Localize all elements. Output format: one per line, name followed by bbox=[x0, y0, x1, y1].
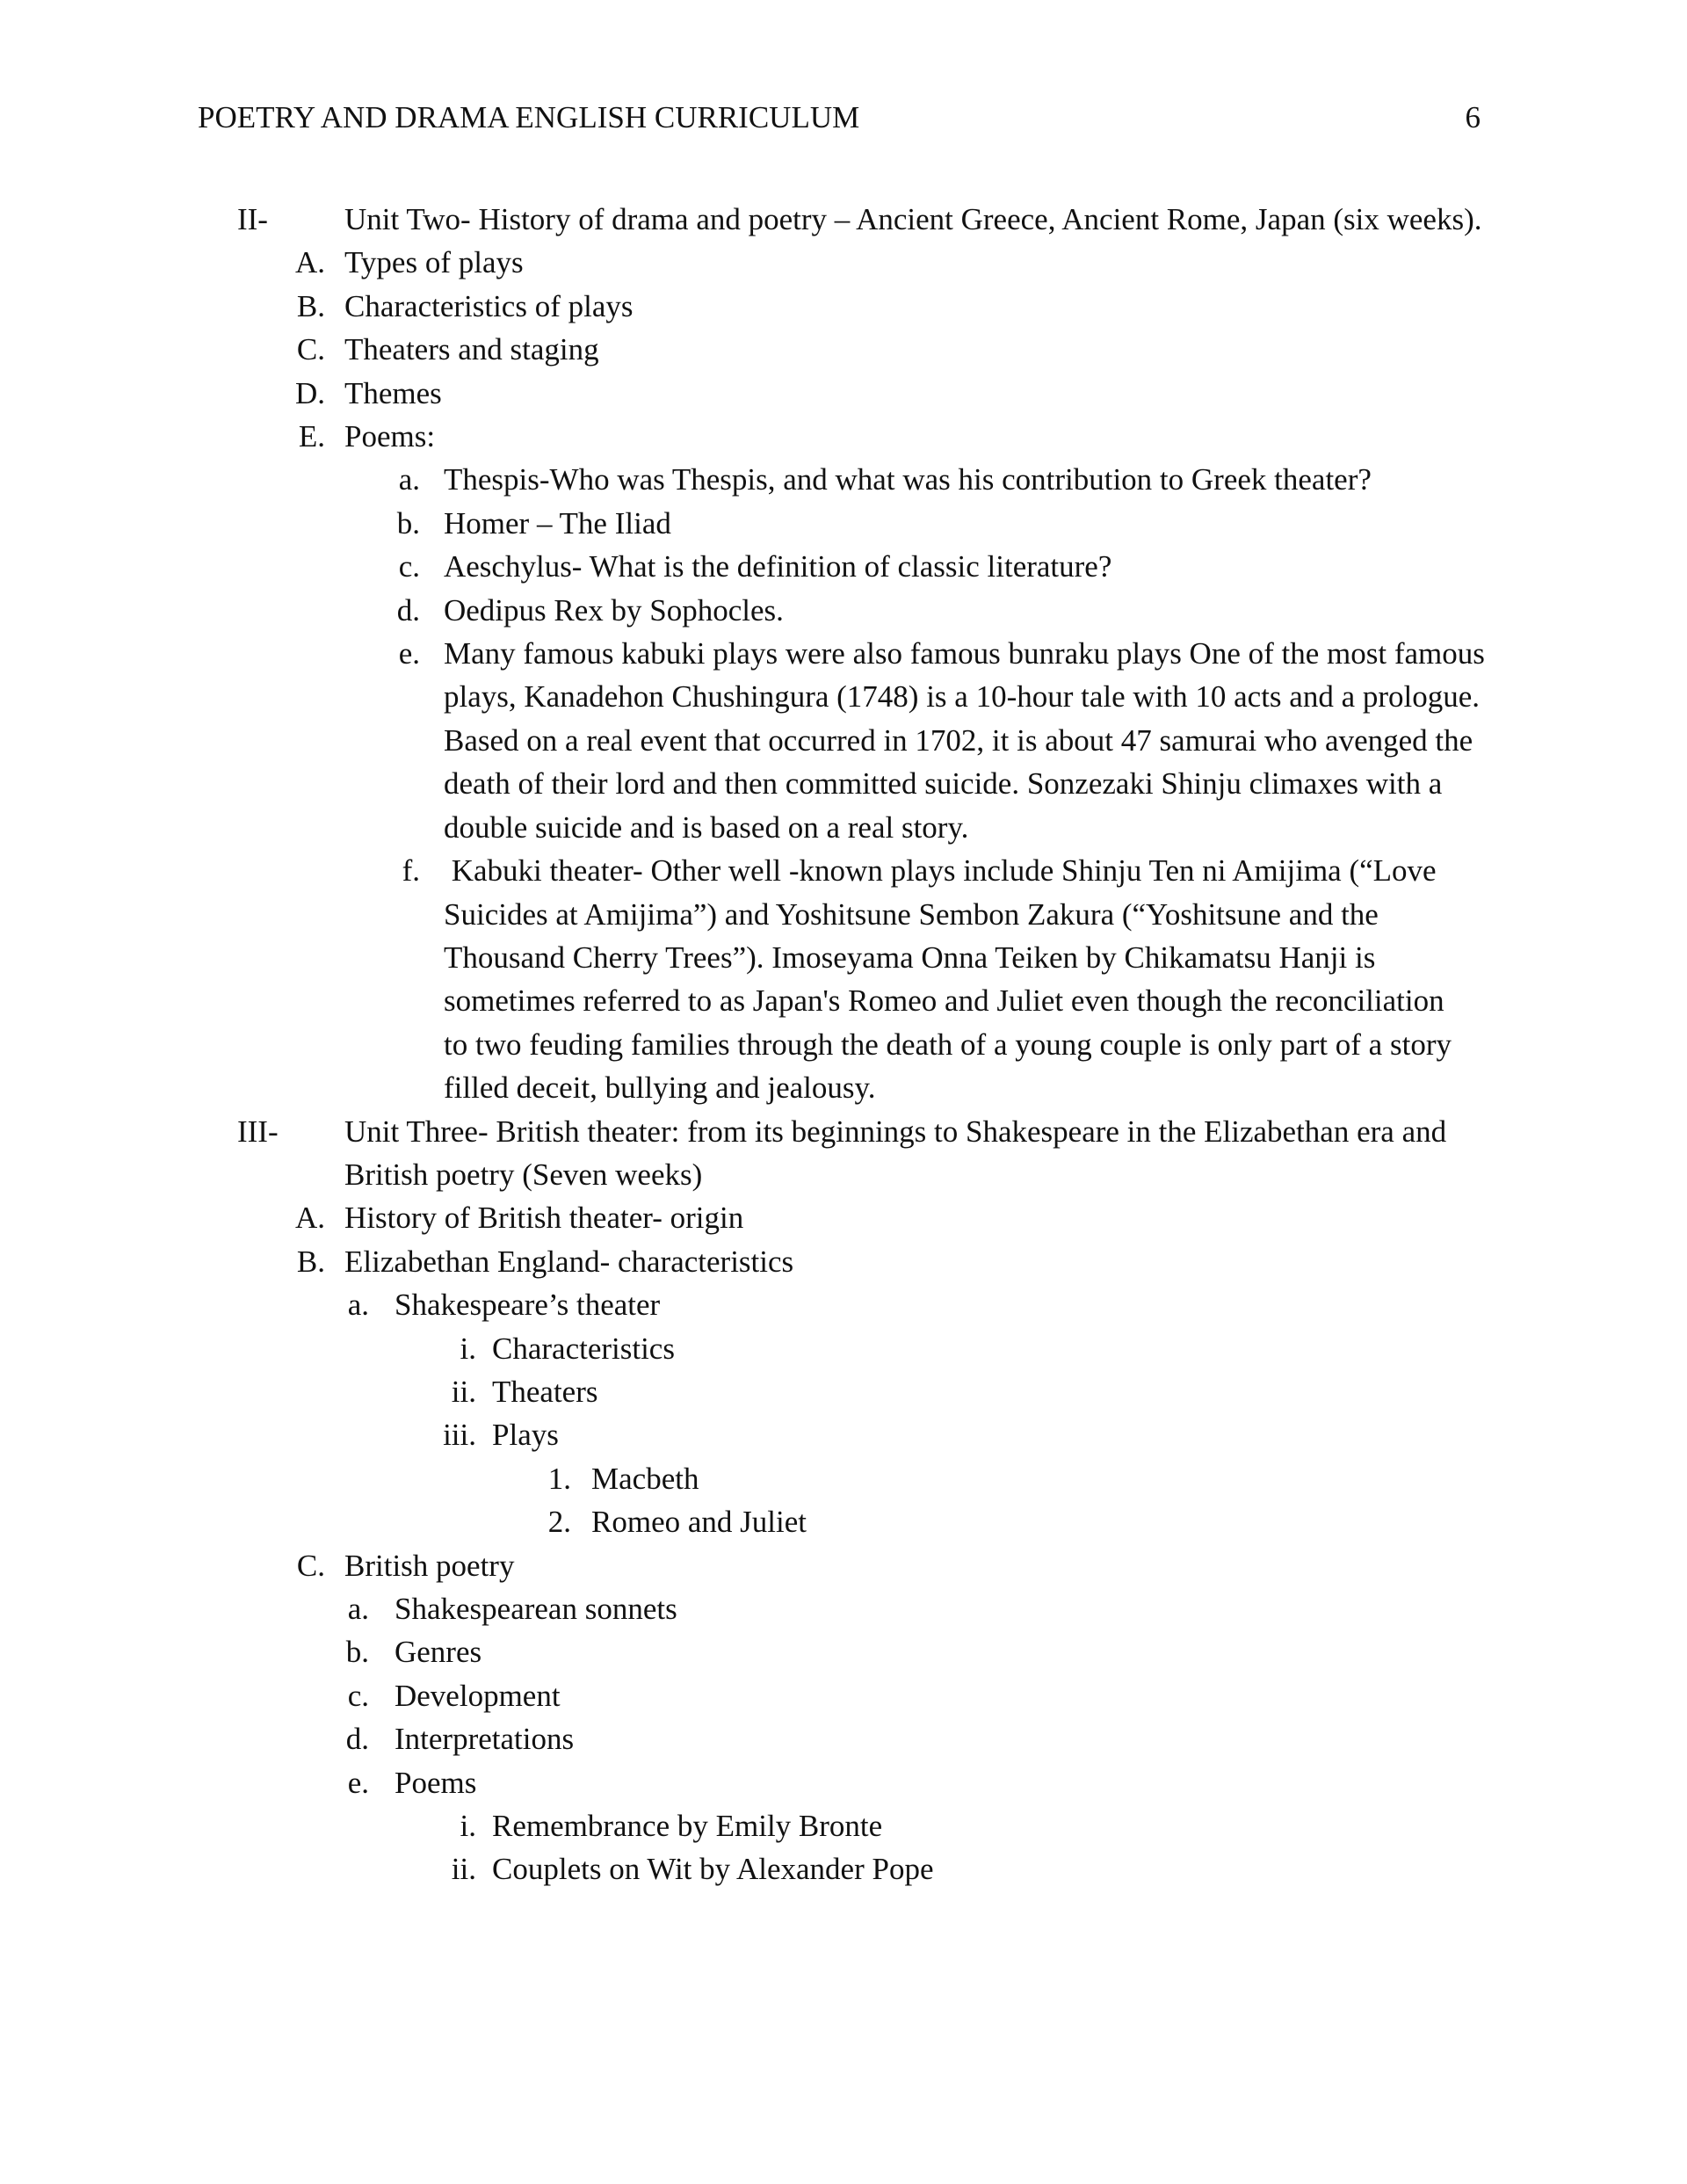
list-item-text: Characteristics bbox=[492, 1331, 675, 1366]
unit-two-heading bbox=[0, 198, 1687, 241]
unit-three-title: Unit Three- British theater: from its beginnings to Shakespeare in the Elizabethan era and British poetry (Seven weeks) bbox=[344, 1114, 1447, 1192]
list-item-text: Plays bbox=[492, 1418, 559, 1453]
list-item-text: Shakespeare’s theater bbox=[395, 1288, 661, 1323]
list-item-text: Genres bbox=[395, 1635, 482, 1670]
list-item bbox=[0, 328, 1687, 371]
list-item-text: Couplets on Wit by Alexander Pope bbox=[492, 1852, 934, 1887]
list-item-text: Types of plays bbox=[344, 245, 524, 280]
list-marker: 2. bbox=[547, 1505, 571, 1540]
poem-item bbox=[0, 849, 1687, 1109]
list-marker: b. bbox=[396, 505, 420, 541]
list-item bbox=[0, 1240, 1687, 1283]
list-item-text: Elizabethan England- characteristics bbox=[344, 1244, 794, 1279]
list-item bbox=[0, 285, 1687, 328]
list-marker: d. bbox=[396, 592, 420, 628]
sub-list-item bbox=[0, 1283, 1687, 1326]
list-marker: a. bbox=[347, 1288, 369, 1323]
poem-item bbox=[0, 589, 1687, 632]
roman-item bbox=[0, 1327, 1687, 1370]
list-marker: e. bbox=[347, 1765, 369, 1800]
list-marker: a. bbox=[398, 462, 420, 497]
list-item-text: Macbeth bbox=[591, 1461, 699, 1496]
list-marker: B. bbox=[296, 1244, 325, 1279]
roman-item bbox=[0, 1847, 1687, 1890]
list-marker: c. bbox=[398, 549, 420, 584]
poem-item bbox=[0, 632, 1687, 849]
running-header-title: POETRY AND DRAMA ENGLISH CURRICULUM bbox=[198, 100, 860, 134]
list-item-text: Themes bbox=[344, 375, 442, 410]
list-item-text: Shakespearean sonnets bbox=[395, 1592, 677, 1626]
list-item-text: Development bbox=[395, 1678, 561, 1713]
list-marker: 1. bbox=[547, 1461, 571, 1496]
outline bbox=[0, 198, 1687, 1891]
list-marker: f. bbox=[402, 853, 420, 889]
poem-item-text: Aeschylus- What is the definition of classic literature? bbox=[444, 549, 1112, 584]
numbered-item bbox=[0, 1457, 1687, 1500]
list-marker: d. bbox=[345, 1722, 369, 1757]
list-marker: c. bbox=[347, 1678, 369, 1713]
list-item-text: Theaters bbox=[492, 1374, 598, 1409]
roman-item bbox=[0, 1370, 1687, 1413]
list-item-text: Theaters and staging bbox=[344, 332, 599, 367]
unit-three-heading bbox=[0, 1110, 1687, 1197]
sub-list-item bbox=[0, 1587, 1687, 1630]
poem-item bbox=[0, 502, 1687, 545]
list-marker: e. bbox=[398, 636, 420, 671]
sub-list-item bbox=[0, 1630, 1687, 1673]
poem-item-text: Many famous kabuki plays were also famous bunraku plays One of the most famous plays, Kanadehon Chushingura (1748) is a 10-hour tale with 10 acts and a prologue. Based on a real event that occurred in 1702, it is about 47 samurai who avenged the death of their lord and then committed suicide. Sonzezaki Shinju climaxes with a double suicide and is based on a real story. bbox=[444, 636, 1485, 845]
list-marker: C. bbox=[296, 1548, 325, 1583]
list-item-text: Poems bbox=[395, 1765, 477, 1800]
list-marker: iii. bbox=[443, 1418, 476, 1453]
list-item-text: Interpretations bbox=[395, 1722, 575, 1757]
poem-item-text: Oedipus Rex by Sophocles. bbox=[444, 592, 784, 628]
list-marker: B. bbox=[296, 288, 325, 323]
list-marker: D. bbox=[294, 375, 325, 410]
list-item-text: Remembrance by Emily Bronte bbox=[492, 1809, 883, 1844]
list-marker: C. bbox=[296, 332, 325, 367]
list-item-text: Poems: bbox=[344, 419, 436, 454]
list-marker: a. bbox=[347, 1592, 369, 1626]
list-marker: i. bbox=[460, 1809, 476, 1844]
numbered-item bbox=[0, 1500, 1687, 1543]
list-marker: ii. bbox=[451, 1852, 476, 1887]
list-item-text: History of British theater- origin bbox=[344, 1201, 744, 1236]
sub-list-item bbox=[0, 1674, 1687, 1717]
list-marker: E. bbox=[298, 419, 325, 454]
list-item bbox=[0, 1196, 1687, 1239]
poem-item bbox=[0, 458, 1687, 501]
unit-three-marker: III- bbox=[237, 1114, 279, 1149]
list-marker: i. bbox=[460, 1331, 476, 1366]
poem-item-text: Kabuki theater- Other well -known plays include Shinju Ten ni Amijima (“Love Suicides at Amijima”) and Yoshitsune Sembon Zakura (“Yoshitsune and the Thousand Cherry Trees”). Imoseyama Onna Teiken by Chikamatsu Hanji is sometimes referred to as Japan's Romeo and Juliet even though the reconciliation to two feuding families through the death of a young couple is only part of a story filled deceit, bullying and jealousy. bbox=[444, 853, 1459, 1106]
list-marker: ii. bbox=[451, 1374, 476, 1409]
sub-list-item bbox=[0, 1717, 1687, 1760]
poem-item-text: Thespis-Who was Thespis, and what was his contribution to Greek theater? bbox=[444, 462, 1372, 497]
poem-item-text: Homer – The Iliad bbox=[444, 505, 671, 541]
unit-two-marker: II- bbox=[237, 202, 268, 236]
roman-item bbox=[0, 1804, 1687, 1847]
page-number: 6 bbox=[1465, 100, 1481, 134]
list-item bbox=[0, 415, 1687, 458]
list-marker: A. bbox=[294, 1201, 325, 1236]
sub-list-item bbox=[0, 1761, 1687, 1804]
list-marker: b. bbox=[345, 1635, 369, 1670]
list-item-text: Characteristics of plays bbox=[344, 288, 634, 323]
list-item bbox=[0, 1544, 1687, 1587]
list-item bbox=[0, 241, 1687, 284]
list-item-text: Romeo and Juliet bbox=[591, 1505, 807, 1540]
unit-two-title: Unit Two- History of drama and poetry – Ancient Greece, Ancient Rome, Japan (six weeks). bbox=[344, 202, 1482, 236]
list-item bbox=[0, 372, 1687, 415]
roman-item bbox=[0, 1413, 1687, 1456]
poem-item bbox=[0, 545, 1687, 588]
list-marker: A. bbox=[294, 245, 325, 280]
list-item-text: British poetry bbox=[344, 1548, 515, 1583]
